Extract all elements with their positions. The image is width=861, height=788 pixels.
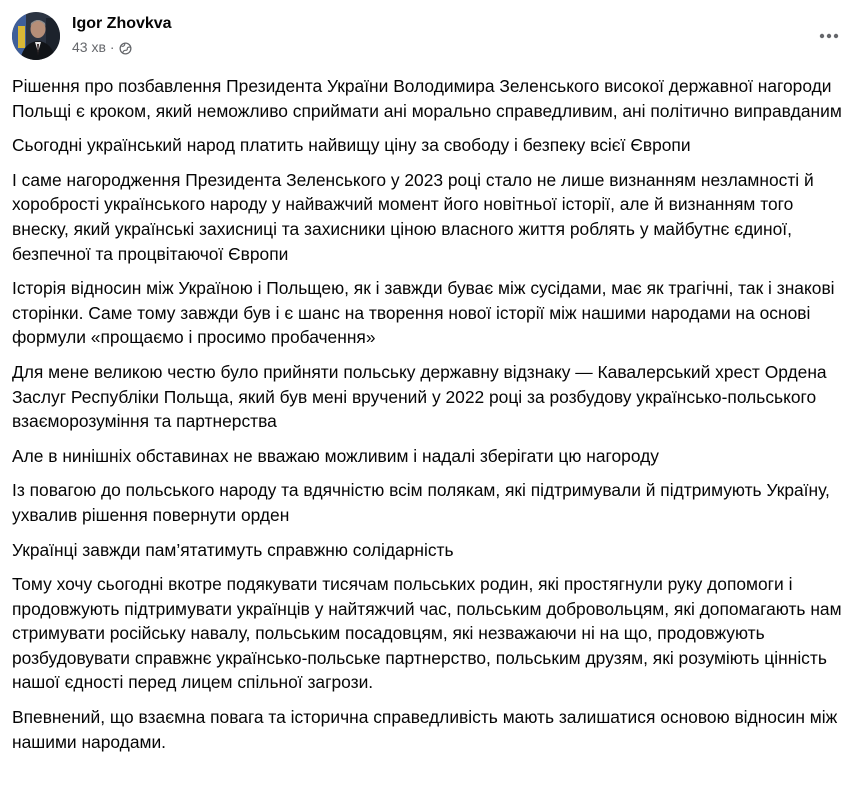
post-paragraph: Історія відносин між Україною і Польщею, як і завжди буває між сусідами, має як трагічні, так і знакові сторінки. Саме тому завжди був і є шанс на творення нової історії між нашими народами на основі формули «прощаємо і просимо пробачення» [12, 278, 835, 348]
author-name[interactable]: Igor Zhovkva [72, 15, 172, 32]
post-timestamp[interactable]: 43 хв [72, 39, 106, 55]
avatar-photo [12, 12, 60, 60]
post-paragraph: Для мене великою честю було прийняти польську державну відзнаку — Кавалерський хрест Ордена Заслуг Республіки Польща, який був мені вручений у 2022 році за розбудову українсько-польського взаєморозуміння та партнерства [12, 361, 827, 432]
globe-icon-graphic [119, 42, 132, 55]
post-header [12, 12, 849, 60]
post-body [12, 74, 854, 764]
more-options-icon [819, 33, 839, 39]
author-block [72, 14, 172, 56]
more-options-button[interactable] [811, 18, 847, 54]
post-paragraph: Але в нинішніх обставинах не вважаю можливим і надалі зберігати цю нагороду [12, 445, 659, 466]
post-paragraph: Українці завжди пам’ятатимуть справжню солідарність [12, 539, 454, 560]
post-paragraph: Сьогодні український народ платить найвищу ціну за свободу і безпеку всієї Європи [12, 135, 691, 156]
post-paragraph: Із повагою до польського народу та вдячністю всім полякам, які підтримували й підтримують Україну, ухвалив рішення повернути орден [12, 480, 830, 525]
author-avatar[interactable] [12, 12, 60, 60]
globe-icon[interactable] [119, 41, 132, 54]
post-meta [72, 38, 172, 56]
post-paragraph: Впевнений, що взаємна повага та історична справедливість мають залишатися основою відносин між нашими народами. [12, 707, 838, 752]
post-paragraph: І саме нагородження Президента Зеленського у 2023 році стало не лише визнанням незламності й хоробрості українського народу у найважчий момент його новітньої історії, але й визнанням того внеску, який українські захисниці та захисники ціною власного життя роблять у майбутнє єдиної, безпечної та процвітаючої Європи [12, 169, 814, 264]
post-paragraph: Тому хочу сьогодні вкотре подякувати тисячам польських родин, які простягнули руку допомоги і продовжують підтримувати українців у найтяжчий час, польським добровольцям, які допомагають нам стримувати російську навалу, польським посадовцям, які незважаючи ні на що, продовжують розбудовувати справжнє українсько-польське партнерство, польським друзям, які розуміють цінність нашої єдності перед лицем спільної загрози. [12, 574, 842, 693]
post-paragraph: Рішення про позбавлення Президента України Володимира Зеленського високої державної нагороди Польщі є кроком, який неможливо сприймати ані морально справедливим, ані політично виправданим [12, 76, 842, 121]
meta-separator: · [109, 39, 115, 55]
